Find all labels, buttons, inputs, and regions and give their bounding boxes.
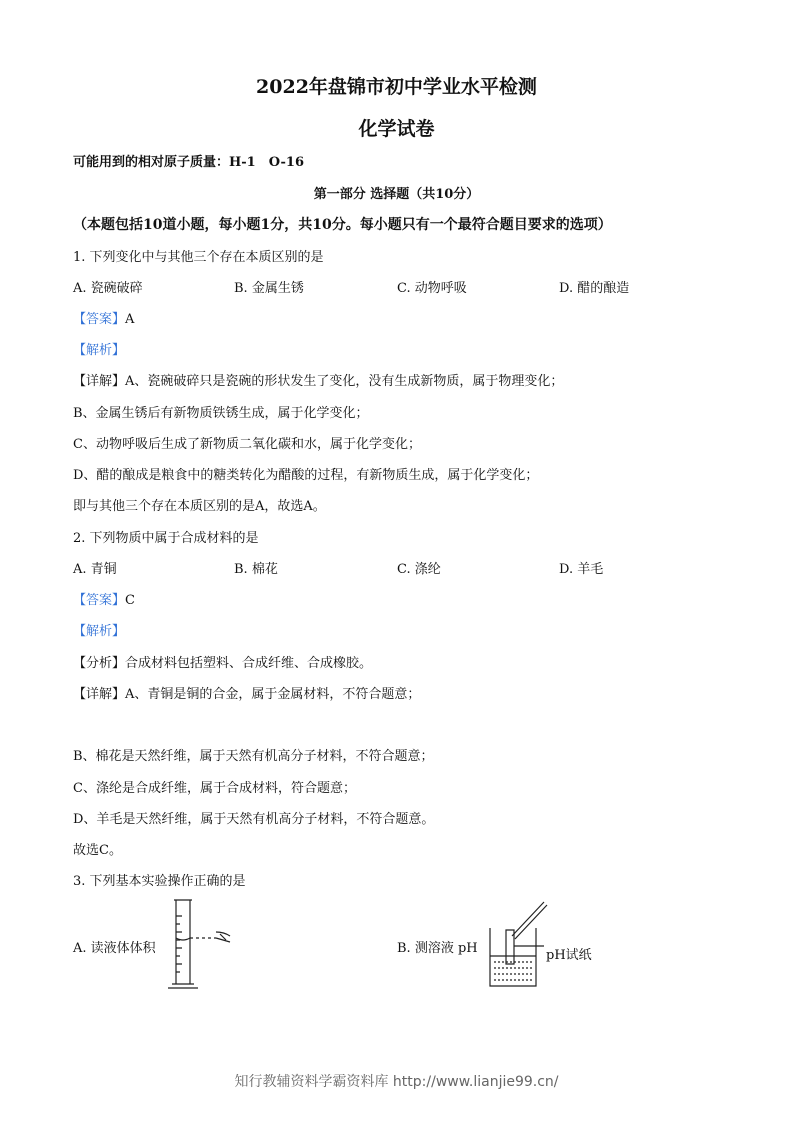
q2-option-c: C. 涤纶 [397, 562, 441, 577]
q1-option-a: A. 瓷碗破碎 [73, 281, 143, 296]
fenxi-tag: 【分析】 [73, 656, 126, 671]
fenxi-text: 合成材料包括塑料、合成纤维、合成橡胶。 [125, 656, 373, 671]
q3-option-b: B. 测溶液 pH [397, 941, 478, 956]
analysis-tag: 【解析】 [73, 624, 126, 639]
section-note: （本题包括10道小题，每小题1分，共10分。每小题只有一个最符合题目要求的选项） [73, 217, 612, 233]
ph-paper-label: pH试纸 [546, 948, 592, 963]
q2-option-d: D. 羊毛 [559, 562, 604, 577]
detail-text: A、瓷碗破碎只是瓷碗的形状发生了变化，没有生成新物质，属于物理变化； [125, 374, 564, 389]
q2-option-b: B. 棉花 [234, 562, 278, 577]
answer-tag: 【答案】 [73, 312, 126, 327]
q1-option-c: C. 动物呼吸 [397, 281, 467, 296]
detail-tag: 【详解】 [73, 687, 126, 702]
q2-fenxi [73, 652, 372, 671]
q1-detail-line: D、醋的酿成是粮食中的糖类转化为醋酸的过程，有新物质生成，属于化学变化； [73, 468, 539, 483]
q1-detail-line [73, 370, 563, 389]
exam-title: 2022年盘锦市初中学业水平检测 [256, 76, 537, 98]
q1-analysis-heading [73, 339, 125, 358]
analysis-tag: 【解析】 [73, 343, 126, 358]
q2-detail-line: C、涤纶是合成纤维，属于合成材料，符合题意； [73, 781, 356, 796]
atomic-masses: 可能用到的相对原子质量：H-1 O-16 [73, 155, 305, 170]
q1-conclusion: 即与其他三个存在本质区别的是A，故选A。 [73, 499, 326, 514]
q1-detail-line: C、动物呼吸后生成了新物质二氧化碳和水，属于化学变化； [73, 437, 421, 452]
exam-subtitle: 化学试卷 [358, 118, 435, 140]
q2-detail-line [73, 683, 420, 702]
q1-stem: 1. 下列变化中与其他三个存在本质区别的是 [73, 250, 324, 265]
q2-detail-line: B、棉花是天然纤维，属于天然有机高分子材料，不符合题意； [73, 749, 434, 764]
q1-answer [73, 308, 134, 327]
detail-text: A、青铜是铜的合金，属于金属材料，不符合题意； [125, 687, 421, 702]
graduated-cylinder-illustration [160, 896, 240, 996]
detail-tag: 【详解】 [73, 374, 126, 389]
q2-analysis-heading [73, 620, 125, 639]
q2-conclusion: 故选C。 [73, 843, 122, 858]
answer-value: C [125, 593, 135, 608]
q2-stem: 2. 下列物质中属于合成材料的是 [73, 531, 259, 546]
section-title: 第一部分 选择题（共10分） [313, 187, 480, 202]
q1-option-b: B. 金属生锈 [234, 281, 304, 296]
answer-tag: 【答案】 [73, 593, 126, 608]
answer-value: A [125, 312, 135, 327]
q1-option-d: D. 醋的酿造 [559, 281, 630, 296]
q3-stem: 3. 下列基本实验操作正确的是 [73, 874, 246, 889]
q1-detail-line: B、金属生锈后有新物质铁锈生成，属于化学变化； [73, 406, 369, 421]
q2-option-a: A. 青铜 [73, 562, 117, 577]
footer-watermark: 知行教辅资料学霸资料库 http://www.lianjie99.cn/ [234, 1074, 559, 1090]
q2-detail-line: D、羊毛是天然纤维，属于天然有机高分子材料，不符合题意。 [73, 812, 435, 827]
q3-option-a: A. 读液体体积 [73, 941, 156, 956]
q2-answer [73, 589, 135, 608]
